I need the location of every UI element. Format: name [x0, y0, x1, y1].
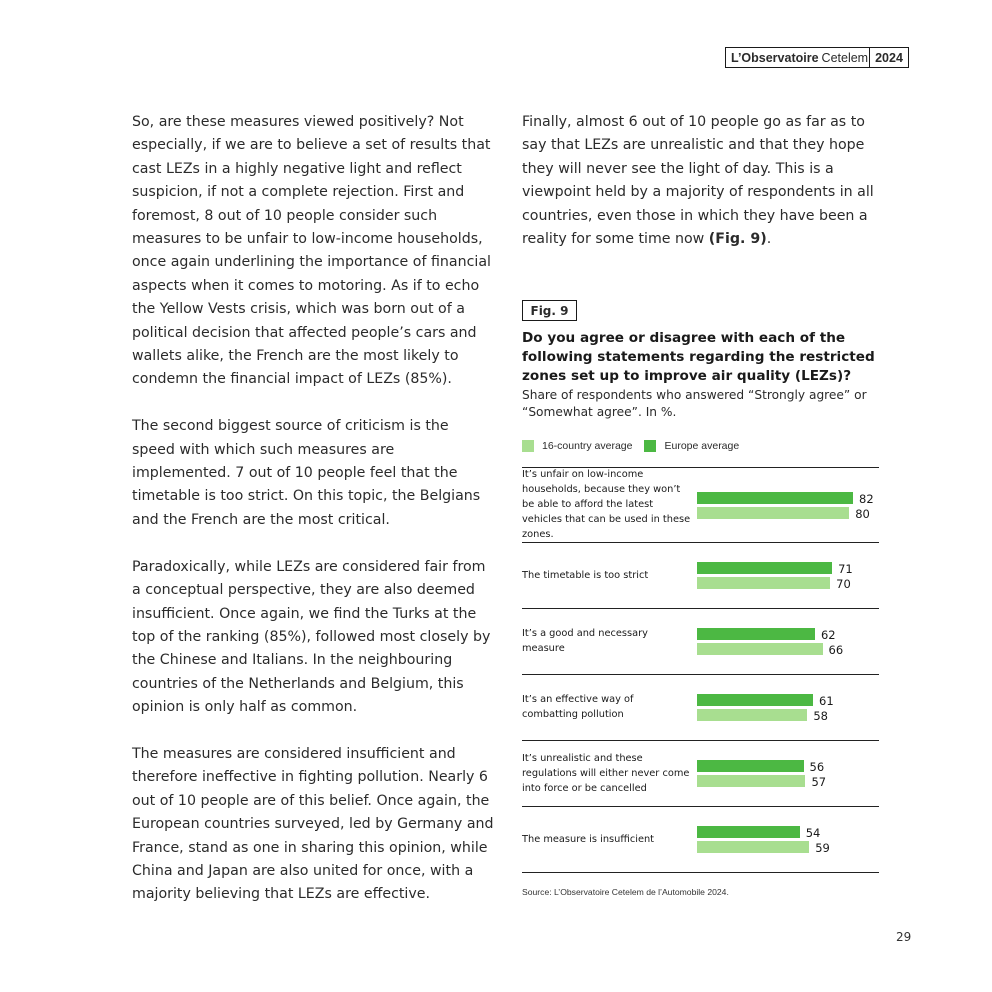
bar-chart [522, 467, 879, 874]
row-divider [522, 740, 879, 741]
brand-name [726, 48, 869, 67]
brand-name-bold: L’Observatoire [731, 50, 819, 65]
category-label: It’s unfair on low-income households, because they won’t be able to afford the latest vehicles that can be used in these zones. [522, 469, 691, 540]
figure-label: Fig. 9 [522, 300, 577, 321]
chart-legend [522, 440, 751, 452]
bar-europe [697, 562, 832, 574]
left-column [132, 111, 494, 930]
row-divider [522, 872, 879, 873]
paragraph: Paradoxically, while LEZs are considered fair from a conceptual perspective, they are also deemed insufficient. Once again, we find the Turks at the top of the ranking (85%), followed most closely by the Chinese and Italians. In the neighbouring countries of the Netherlands and Belgium, this opinion is only half as common. [132, 558, 491, 716]
paragraph [522, 111, 884, 251]
bar-value-label: 80 [855, 506, 870, 521]
bar-16-country [697, 507, 849, 519]
bar-value-label: 62 [820, 628, 836, 642]
figure-source: Source: L’Observatoire Cetelem de l’Automobile 2024. [522, 887, 729, 897]
category-label: The measure is insufficient [522, 833, 655, 845]
bar-europe [697, 826, 800, 838]
bar-16-country [697, 709, 807, 721]
bar-value-label: 54 [805, 826, 821, 840]
row-divider [522, 542, 879, 543]
bar-value-label: 61 [819, 694, 834, 708]
bar-value-label: 66 [828, 643, 844, 657]
legend-item [644, 440, 739, 452]
bar-16-country [697, 577, 830, 589]
row-divider [522, 608, 879, 609]
right-column [522, 111, 884, 251]
legend-label: Europe average [664, 440, 740, 452]
brand-year: 2024 [869, 48, 908, 67]
legend-swatch-europe [644, 440, 656, 452]
bar-16-country [697, 841, 809, 853]
bar-value-label: 59 [815, 841, 830, 855]
legend-label: 16-country average [542, 440, 633, 452]
figure-reference: (Fig. 9) [708, 231, 767, 248]
bar-europe [697, 760, 804, 772]
row-divider [522, 806, 879, 807]
bar-16-country [697, 775, 805, 787]
page-number: 29 [896, 930, 912, 944]
row-divider [522, 674, 879, 675]
bar-16-country [697, 643, 823, 655]
paragraph: So, are these measures viewed positively? Not especially, if we are to believe a set of results that cast LEZs in a highly negative light and reflect suspicion, if not a complete rejection. First and foremost, 8 out of 10 people consider such measures to be unfair to low-income households, once again underlining the importance of financial aspects when it comes to motoring. As if to echo the Yellow Vests crisis, which was born out of a political decision that affected people’s cars and wallets alike, the French are the most likely to condemn the financial impact of LEZs (85%). [132, 114, 491, 388]
legend-item [522, 440, 632, 452]
figure-subtitle: Share of respondents who answered “Strongly agree” or “Somewhat agree”. In %. [522, 388, 867, 419]
category-label: It’s a good and necessary measure [522, 628, 648, 654]
legend-swatch-16-country [522, 440, 534, 452]
category-label: The timetable is too strict [522, 569, 649, 581]
paragraph-end: . [766, 231, 772, 248]
bar-europe [697, 694, 813, 706]
bar-europe [697, 628, 815, 640]
brand-header [725, 47, 909, 68]
bar-value-label: 58 [813, 709, 828, 723]
bar-value-label: 82 [859, 491, 874, 506]
paragraph: The second biggest source of criticism is the speed with which such measures are implemented. 7 out of 10 people feel that the timetable is too strict. On this topic, the Belgians and the French are the most critical. [132, 418, 481, 528]
category-label: It’s unrealistic and these regulations will either never come into force or be cancelled [522, 752, 690, 794]
brand-name-light: Cetelem [821, 50, 869, 65]
paragraph: The measures are considered insufficient and therefore ineffective in fighting pollution. Nearly 6 out of 10 people are of this belief. Once again, the European countries surveyed, led by Germany and France, stand as one in sharing this opinion, while China and Japan are also united for once, with a majority believing that LEZs are effective. [132, 745, 494, 903]
bar-value-label: 56 [809, 760, 825, 774]
bar-value-label: 70 [836, 577, 851, 591]
bar-value-label: 57 [811, 775, 827, 789]
paragraph-text: Finally, almost 6 out of 10 people go as far as to say that LEZs are unrealistic and that they hope they will never see the light of day. This is a viewpoint held by a majority of respondents in all countries, even those in which they have been a reality for some time now [522, 114, 874, 248]
figure-title: Do you agree or disagree with each of the following statements regarding the restricted zones set up to improve air quality (LEZs)? [522, 330, 875, 384]
category-label: It’s an effective way of combatting pollution [522, 694, 634, 720]
bar-value-label: 71 [838, 562, 853, 576]
bar-europe [697, 492, 853, 504]
